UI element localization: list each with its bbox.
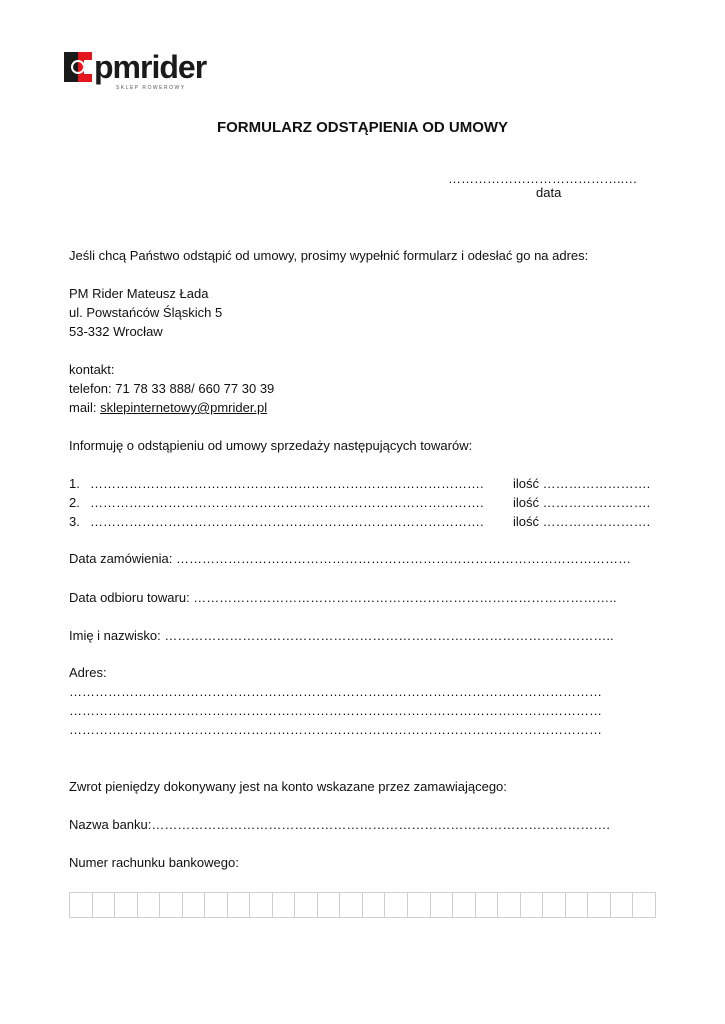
- account-label: Numer rachunku bankowego:: [69, 855, 239, 870]
- account-digit-cell[interactable]: [160, 893, 183, 917]
- account-digit-cell[interactable]: [70, 893, 93, 917]
- logo-text: pmrider: [94, 49, 207, 85]
- bank-name-field[interactable]: Nazwa banku:…………………………………………………………………………………………….: [69, 817, 610, 832]
- logo-graphic: [64, 48, 264, 92]
- date-label: data: [536, 185, 562, 200]
- account-digit-cell[interactable]: [431, 893, 454, 917]
- intro-text: Jeśli chcą Państwo odstąpić od umowy, prosimy wypełnić formularz i odesłać go na adres:: [69, 248, 589, 263]
- mail-label: mail:: [69, 400, 101, 415]
- account-digit-cell[interactable]: [93, 893, 116, 917]
- account-digit-cell[interactable]: [476, 893, 499, 917]
- address-label: Adres:: [69, 665, 107, 680]
- goods-field-3[interactable]: ……………………………………………………………………………….: [90, 514, 484, 529]
- goods-num-2: 2.: [69, 495, 80, 510]
- goods-num-3: 3.: [69, 514, 80, 529]
- goods-field-2[interactable]: ……………………………………………………………………………….: [90, 495, 484, 510]
- contact-phone: telefon: 71 78 33 888/ 660 77 30 39: [69, 381, 275, 396]
- account-number-grid[interactable]: [69, 892, 656, 918]
- account-digit-cell[interactable]: [521, 893, 544, 917]
- mail-link[interactable]: sklepinternetowy@pmrider.pl: [100, 400, 268, 415]
- contact-mail: [69, 400, 267, 415]
- date-field[interactable]: …………………………………..…: [448, 171, 638, 186]
- account-digit-cell[interactable]: [588, 893, 611, 917]
- account-digit-cell[interactable]: [318, 893, 341, 917]
- account-digit-cell[interactable]: [566, 893, 589, 917]
- form-title: FORMULARZ ODSTĄPIENIA OD UMOWY: [216, 119, 509, 136]
- account-digit-cell[interactable]: [205, 893, 228, 917]
- account-digit-cell[interactable]: [138, 893, 161, 917]
- account-digit-cell[interactable]: [273, 893, 296, 917]
- account-digit-cell[interactable]: [295, 893, 318, 917]
- name-field[interactable]: Imię i nazwisko: …………………………………………………………………………………………..: [69, 628, 614, 643]
- receipt-date-field[interactable]: Data odbioru towaru: ……………………………………………………………………………………..: [69, 590, 617, 605]
- address-field-line-2[interactable]: ……………………………………………………………………………………………………………: [69, 703, 602, 718]
- account-digit-cell[interactable]: [543, 893, 566, 917]
- goods-num-1: 1.: [69, 476, 80, 491]
- account-digit-cell[interactable]: [408, 893, 431, 917]
- account-digit-cell[interactable]: [385, 893, 408, 917]
- account-digit-cell[interactable]: [228, 893, 251, 917]
- account-digit-cell[interactable]: [115, 893, 138, 917]
- goods-qty-3[interactable]: ilość …………………….: [513, 514, 651, 529]
- account-digit-cell[interactable]: [363, 893, 386, 917]
- logo-tagline: SKLEP ROWEROWY: [116, 85, 186, 91]
- pmrider-logo: [64, 48, 264, 92]
- address-field-line-1[interactable]: ……………………………………………………………………………………………………………: [69, 684, 602, 699]
- account-digit-cell[interactable]: [611, 893, 634, 917]
- contact-heading: kontakt:: [69, 362, 115, 377]
- address-line-3: 53-332 Wrocław: [69, 324, 163, 339]
- account-digit-cell[interactable]: [633, 893, 655, 917]
- address-line-2: ul. Powstańców Śląskich 5: [69, 305, 223, 320]
- account-digit-cell[interactable]: [498, 893, 521, 917]
- address-field-line-3[interactable]: ……………………………………………………………………………………………………………: [69, 722, 602, 737]
- goods-intro: Informuję o odstąpieniu od umowy sprzedaży następujących towarów:: [69, 438, 473, 453]
- account-digit-cell[interactable]: [250, 893, 273, 917]
- account-digit-cell[interactable]: [453, 893, 476, 917]
- refund-text: Zwrot pieniędzy dokonywany jest na konto wskazane przez zamawiającego:: [69, 779, 507, 794]
- order-date-field[interactable]: Data zamówienia: ……………………………………………………………………………………………: [69, 551, 631, 566]
- account-digit-cell[interactable]: [340, 893, 363, 917]
- goods-qty-2[interactable]: ilość …………………….: [513, 495, 651, 510]
- address-line-1: PM Rider Mateusz Łada: [69, 286, 209, 301]
- account-digit-cell[interactable]: [183, 893, 206, 917]
- goods-field-1[interactable]: ……………………………………………………………………………….: [90, 476, 484, 491]
- goods-qty-1[interactable]: ilość …………………….: [513, 476, 651, 491]
